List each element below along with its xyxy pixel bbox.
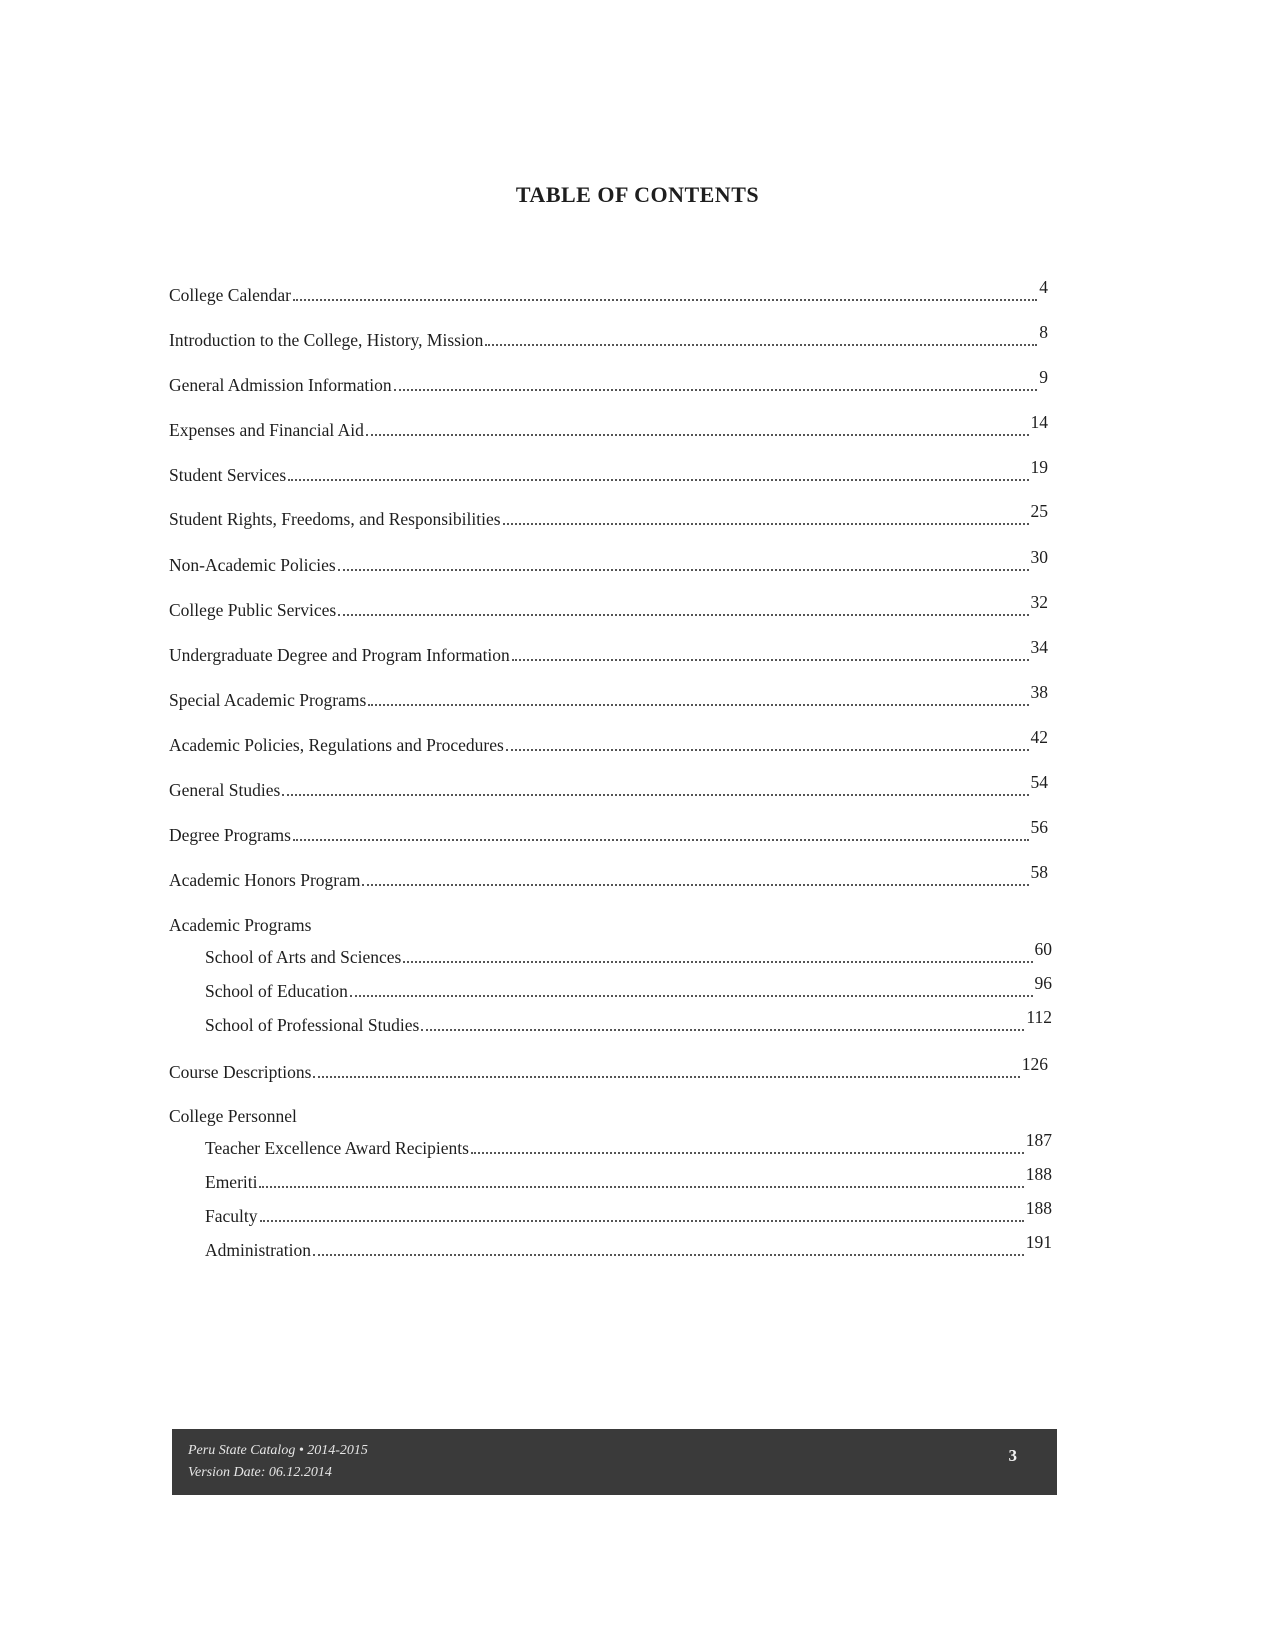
toc-entry[interactable]	[169, 637, 1048, 665]
toc-section-heading: College Personnel	[169, 1106, 297, 1126]
toc-subentry[interactable]	[205, 1007, 1052, 1035]
toc-entry-label: College Calendar	[169, 285, 291, 305]
toc-entry-label: Degree Programs	[169, 825, 291, 845]
toc-entry[interactable]	[169, 322, 1048, 350]
toc-entry[interactable]	[169, 501, 1048, 529]
toc-entry-label: Administration	[205, 1240, 311, 1260]
dot-leader	[313, 1076, 1019, 1078]
toc-entry[interactable]	[169, 412, 1048, 440]
toc-page-number: 188	[1025, 1164, 1052, 1184]
dot-leader	[338, 569, 1029, 571]
toc-subentry[interactable]	[205, 1164, 1052, 1192]
toc-entry-label: Faculty	[205, 1206, 258, 1226]
dot-leader	[288, 479, 1028, 481]
toc-subentry[interactable]	[205, 1232, 1052, 1260]
footer-page-number: 3	[1008, 1446, 1017, 1465]
toc-subentry[interactable]	[205, 1198, 1052, 1226]
toc-entry-label: Academic Honors Program	[169, 870, 361, 890]
toc-entry-label: College Public Services	[169, 600, 337, 620]
dot-leader	[506, 749, 1029, 751]
toc-page-number: 30	[1030, 547, 1048, 567]
dot-leader	[259, 1186, 1023, 1188]
toc-entry-label: School of Professional Studies	[205, 1015, 420, 1035]
toc-section-heading: Academic Programs	[169, 915, 312, 935]
toc-page-number: 8	[1039, 322, 1048, 342]
toc-page-number: 191	[1025, 1232, 1052, 1252]
toc-entry[interactable]	[169, 772, 1048, 800]
dot-leader	[421, 1029, 1024, 1031]
toc-page-number: 188	[1025, 1198, 1052, 1218]
toc-page-number: 32	[1030, 592, 1048, 612]
toc-entry-label: Teacher Excellence Award Recipients	[205, 1138, 469, 1158]
toc-entry[interactable]	[169, 682, 1048, 710]
page-footer	[172, 1429, 1057, 1495]
toc-entry-label: School of Education	[205, 981, 348, 1001]
toc-page-number: 19	[1030, 457, 1048, 477]
toc-entry-label: Expenses and Financial Aid	[169, 420, 364, 440]
dot-leader	[338, 614, 1028, 616]
dot-leader	[350, 995, 1033, 997]
toc-entry-label: Introduction to the College, History, Mission	[169, 330, 484, 350]
toc-page-number: 42	[1030, 727, 1048, 747]
toc-entry-label: General Studies	[169, 780, 281, 800]
toc-entry[interactable]	[169, 727, 1048, 755]
toc-entry-label: Student Rights, Freedoms, and Responsibilities	[169, 509, 501, 529]
toc-entry[interactable]	[169, 592, 1048, 620]
dot-leader	[368, 704, 1028, 706]
toc-entry[interactable]	[169, 367, 1048, 395]
toc-subentry[interactable]	[205, 939, 1052, 967]
dot-leader	[282, 794, 1028, 796]
page-title: TABLE OF CONTENTS	[515, 182, 760, 207]
toc-entry[interactable]	[169, 1054, 1048, 1082]
toc-page-number: 4	[1039, 277, 1048, 297]
toc-page-number: 9	[1039, 367, 1048, 387]
toc-entry-label: General Admission Information	[169, 375, 392, 395]
toc-page-number: 34	[1030, 637, 1048, 657]
toc-page-number: 56	[1030, 817, 1048, 837]
footer-version-date: Version Date: 06.12.2014	[188, 1465, 332, 1480]
toc-entry[interactable]	[169, 277, 1048, 305]
toc-page-number: 14	[1030, 412, 1048, 432]
toc-entry[interactable]	[169, 547, 1048, 575]
toc-entry[interactable]	[169, 862, 1048, 890]
toc-entry-label: Undergraduate Degree and Program Information	[169, 645, 510, 665]
toc-subentry[interactable]	[205, 1130, 1052, 1158]
toc-entry-label: Course Descriptions	[169, 1062, 312, 1082]
dot-leader	[366, 434, 1029, 436]
dot-leader	[362, 884, 1028, 886]
toc-entry-label: School of Arts and Sciences	[205, 947, 402, 967]
toc-entry[interactable]	[169, 457, 1048, 485]
toc-entry-label: Non-Academic Policies	[169, 555, 336, 575]
dot-leader	[313, 1254, 1024, 1256]
toc-page-number: 25	[1030, 501, 1048, 521]
toc-subentry[interactable]	[205, 973, 1052, 1001]
toc-page-number: 58	[1030, 862, 1048, 882]
toc-entry-label: Student Services	[169, 465, 287, 485]
dot-leader	[260, 1220, 1024, 1222]
toc-entry-label: Academic Policies, Regulations and Procedures	[169, 735, 504, 755]
footer-catalog-title: Peru State Catalog • 2014-2015	[188, 1443, 368, 1458]
dot-leader	[403, 961, 1032, 963]
toc-page-number: 126	[1021, 1054, 1048, 1074]
toc-entry-label: Emeriti	[205, 1172, 258, 1192]
toc-entry-label: Special Academic Programs	[169, 690, 367, 710]
dot-leader	[394, 389, 1038, 391]
dot-leader	[293, 839, 1029, 841]
dot-leader	[485, 344, 1037, 346]
dot-leader	[293, 299, 1037, 301]
toc-entry[interactable]	[169, 817, 1048, 845]
toc-page-number: 54	[1030, 772, 1048, 792]
toc-page-number: 96	[1034, 973, 1052, 993]
dot-leader	[471, 1152, 1024, 1154]
toc-page-number: 187	[1025, 1130, 1052, 1150]
toc-page-number: 38	[1030, 682, 1048, 702]
toc-page-number: 60	[1034, 939, 1052, 959]
toc-page-number: 112	[1026, 1007, 1052, 1027]
dot-leader	[503, 523, 1029, 525]
dot-leader	[512, 659, 1029, 661]
